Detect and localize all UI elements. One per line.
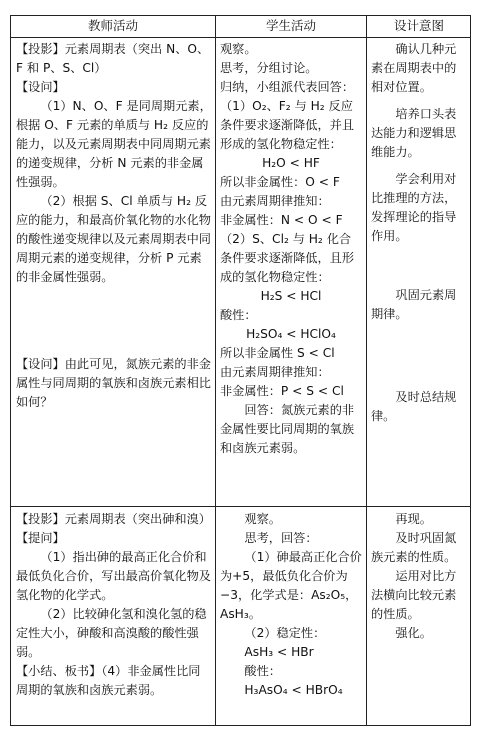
section1-student-cell <box>220 40 362 458</box>
student-text: 归纳，小组派代表回答： <box>220 80 355 94</box>
lesson-plan-table <box>10 15 471 726</box>
student-text: 观察。 <box>244 512 281 526</box>
student-text: 所以非金属性：O < F <box>220 175 340 189</box>
teacher-text: 【投影】元素周期表（突出砷和溴） <box>16 512 211 526</box>
header-intent: 设计意图 <box>393 18 444 33</box>
student-text: 思考，回答： <box>244 531 318 545</box>
teacher-text: （2）根据 S、Cl 单质与 H₂ 反应的能力，和最高价氧化物的水化物的酸性递变规律以及元素周期表中同周期元素的递变规律，分析 P 元素的非金属性强弱。 <box>16 194 211 284</box>
teacher-text: 【设问】由此可见，氮族元素的非金属性与同周期的氧族和卤族元素相比如何？ <box>16 357 211 409</box>
formula: AsH₃ < HBr <box>244 645 314 659</box>
intent-text: 及时总结规律。 <box>371 390 457 423</box>
column-divider <box>215 16 216 725</box>
student-text: 由元素周期律推知： <box>220 194 330 208</box>
intent-text: 运用对比方法横向比较元素的性质。 <box>371 569 457 621</box>
formula: H₂SO₄ < HClO₄ <box>246 327 336 341</box>
intent-text: 巩固元素周期律。 <box>371 288 457 321</box>
header-divider <box>11 37 470 38</box>
student-text: 由元素周期律推知： <box>220 365 330 379</box>
header-teacher: 教师活动 <box>87 18 138 33</box>
teacher-text: 【提问】 <box>16 531 65 545</box>
intent-text: 学会利用对比推理的方法，发挥理论的指导作用。 <box>371 172 457 243</box>
teacher-text: 【投影】元素周期表（突出 N、O、F 和 P、S、Cl） <box>16 42 210 75</box>
teacher-text: 【小结、板书】（4）非金属性比同周期的氧族和卤族元素弱。 <box>16 664 201 697</box>
teacher-text: （2）比较砷化氢和溴化氢的稳定性大小，砷酸和高溴酸的酸性强弱。 <box>16 607 207 659</box>
student-text: 非金属性：P < S < Cl <box>220 384 344 398</box>
intent-text: 培养口头表达能力和逻辑思维能力。 <box>371 107 457 159</box>
header-student: 学生活动 <box>265 18 316 33</box>
student-text: （2）稳定性： <box>244 626 326 640</box>
column-divider <box>366 16 367 725</box>
section2-intent-cell <box>371 510 467 643</box>
section-divider <box>11 506 470 507</box>
section2-teacher-cell <box>16 510 212 700</box>
student-text: （2）S、Cl₂ 与 H₂ 化合条件要求逐渐降低，且形成的氢化物稳定性： <box>220 232 355 284</box>
student-text: 酸性： <box>244 664 281 678</box>
student-text: 观察。 <box>220 42 257 56</box>
student-text: 所以非金属性 S < Cl <box>220 346 335 360</box>
section1-intent-cell <box>371 40 467 426</box>
intent-text: 及时巩固氮族元素的性质。 <box>371 531 457 564</box>
intent-text: 确认几种元素在周期表中的相对位置。 <box>371 42 457 94</box>
student-text: 回答：氮族元素的非金属性要比同周期的氧族和卤族元素弱。 <box>220 403 355 455</box>
student-text: 思考，分组讨论。 <box>220 61 318 75</box>
formula: H₂O < HF <box>262 156 320 170</box>
teacher-text: （1）N、O、F 是同周期元素，根据 O、F 元素的单质与 H₂ 反应的能力，以及元素周期表中同周期元素的递变规律，分析 N 元素的非金属性强弱。 <box>16 99 212 189</box>
section2-student-cell <box>220 510 362 700</box>
student-text: （1）砷最高正化合价为+5，最低负化合价为−3，化学式是：As₂O₅，AsH₃。 <box>220 550 362 621</box>
teacher-text: 【设问】 <box>16 80 65 94</box>
intent-text: 再现。 <box>395 512 432 526</box>
student-text: 非金属性：N < O < F <box>220 213 343 227</box>
teacher-text: （1）指出砷的最高正化合价和最低负化合价，写出最高价氧化物及氢化物的化学式。 <box>16 550 211 602</box>
intent-text: 强化。 <box>395 626 432 640</box>
section1-teacher-cell <box>16 40 212 412</box>
student-text: （1）O₂、F₂ 与 H₂ 反应条件要求逐渐降低，并且形成的氢化物稳定性： <box>220 99 355 151</box>
student-text: 酸性： <box>220 308 257 322</box>
formula: H₂S < HCl <box>260 289 322 303</box>
formula: H₃AsO₄ < HBrO₄ <box>244 683 343 697</box>
